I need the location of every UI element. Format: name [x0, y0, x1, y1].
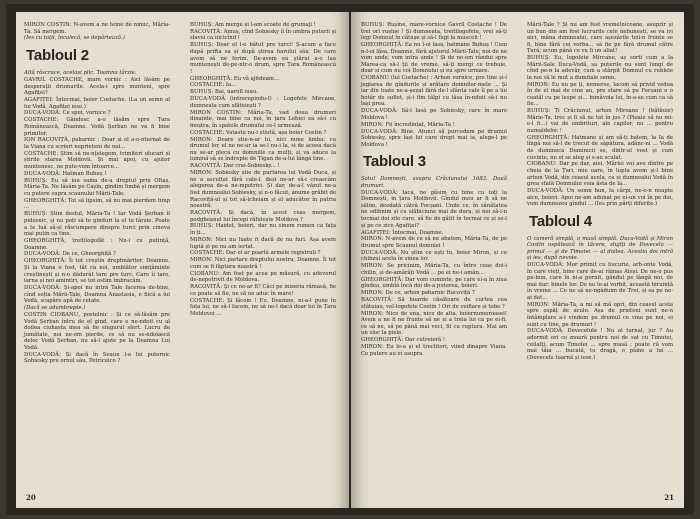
dialogue-text: : Am fost pe acea pe măsură, cu adeverul de-nepotrivit de Moldova. [190, 270, 336, 284]
dialogue-text: : Îi tot creștin dreptmăritor, Doamne. Și la Viana o fost, tăt ca noi, umblător simțăminte creștinești și n-o dădurăt tare pre turc. Care îi tare, iarna și noi amintiri, se tot ostim îmbracăm. [24, 258, 170, 285]
speaker-name: AGAFIȚEI [24, 97, 52, 103]
speaker-name: DUCA-VODĂ [361, 249, 397, 256]
speaker-name: BUHUȘ [527, 55, 549, 62]
dialogue-text: : Știm destul, Măria-Ta ! Iar Vodă Șerban îi pidosnic, și nu poți să te ginduri la el tu târzie. Poate a te luă să-și răscumpere dinspre turci prin cineva mai puțin ca tine. [24, 211, 170, 238]
dialogue-line [190, 137, 336, 163]
speaker-name: CIOBANU [190, 270, 219, 277]
speaker-name: DUCA-VODĂ [527, 188, 563, 195]
speaker-name: RACOVIȚĂ [361, 297, 392, 304]
dialogue-line [190, 82, 336, 89]
dialogue-line [190, 130, 336, 137]
dialogue-line [361, 344, 507, 357]
right-page-column-1 [361, 22, 507, 358]
speaker-name: DUCA-VODĂ [190, 96, 226, 103]
dialogue-line [190, 89, 336, 96]
dialogue-line [361, 75, 507, 108]
dialogue-text: : Tot să lipsim, să nu mai pierdem timp ... [24, 197, 170, 211]
dialogue-text: : Dar cutreieră ! [401, 337, 445, 344]
dialogue-text: : De ce, arhon paharnic Racoviță ? [381, 290, 475, 297]
speaker-name: COSTACHE [190, 82, 223, 89]
dialogue-text: : Bai, uaroll iuau. [211, 89, 258, 96]
speaker-name: DUCA-VODĂ [24, 110, 60, 117]
speaker-name: DUCA-VODĂ [527, 328, 563, 335]
dialogue-text: : Ce spui, vornice ? [59, 110, 111, 117]
speaker-name: MIRON [190, 136, 211, 143]
dialogue-line [190, 110, 336, 130]
dialogue-line [190, 170, 336, 209]
dialogue-line [24, 258, 170, 284]
speaker-name: DUCA-VODĂ [527, 262, 563, 269]
speaker-name: BUHUȘ [527, 108, 549, 115]
speaker-name: BUHUȘ [190, 89, 212, 96]
dialogue-text: : Un somn bun, la cârpi, ne-o-n noapte aice, boieri. Apoi ne-am adunat pe ei-un voi în pe doi, vom dumnezeu gîndul ... (Ies prin părți diferite.) [527, 188, 673, 208]
dialogue-text: : Și dacă, în acest ceas mergem, podgheanul lui începi răfuiește Moldova ? [190, 210, 336, 223]
speaker-name: RACOVIȚĂ [190, 163, 221, 170]
dialogue-text: : Am merge și l-am scoate de grumaji ! [211, 22, 316, 28]
right-page-column-2 [527, 22, 673, 362]
speaker-name: BUHUȘ [24, 177, 46, 184]
dialogue-line [24, 352, 170, 365]
dialogue-line [527, 22, 673, 55]
dialogue-text: : Dar vom cuminte, pe care ei-a în ziua gîndea, umblă încă doi de-a puterea, boieri. [361, 276, 507, 290]
speaker-name: DUCA-VODĂ [24, 251, 60, 258]
speaker-name: COSTIN CIOBANU [24, 311, 79, 318]
dialogue-line [190, 257, 336, 270]
speaker-name: MIRON [361, 290, 382, 297]
dialogue-line [361, 190, 507, 229]
dialogue-text: : Și ce ne-ar fi? Căci pe mizeria rămasă, fie ce poate să fie, ne să ne aduc în mare! [190, 284, 336, 297]
dialogue-line [361, 263, 507, 276]
speaker-name: COSTACHE [190, 250, 223, 257]
dialogue-line [361, 42, 507, 75]
page-number-left: 20 [26, 493, 36, 502]
speaker-name: RACOVIȚĂ [190, 210, 221, 216]
dialogue-text: , paharnic : Doar și el a-o-nturnat de la Viana cu scrieri neprieteni de noi... [24, 137, 170, 150]
speaker-name: DUCA-VODĂ [361, 108, 397, 115]
dialogue-line [527, 108, 673, 134]
dialogue-line [24, 97, 170, 110]
dialogue-text: : Doare știe-n-ar hi, nici nune limba: cu drumul lor, el ne ne-ar ia se-l nu-i la, si de aceea dacă nu se-ar pleca cu domniile ca mulți, și va aduce la lumină să se îndrepte de Țigan de-a-lui lângă tine. [190, 136, 336, 163]
stage-direction: O cameră simplă, o masă simplă. Duca-Vodă și Miron Costin ospătează în tăcere, slujiți de Dovecela — primul — și de Timotei — al doilea. Acestia doi intră și ies, după nevoie. [527, 235, 673, 262]
dialogue-line [361, 337, 507, 344]
dialogue-line [361, 108, 507, 121]
dialogue-line [24, 198, 170, 211]
stage-direction: Altă răscruce, același plic. Toamna târzie. [24, 70, 137, 77]
dialogue-line [527, 262, 673, 301]
speaker-name: BUHUȘ [24, 211, 46, 218]
speaker-name: MIRON [361, 121, 382, 128]
dialogue-text: : Eu să iau sama de-a dreptul prin Oltaș, Măria-Ta. Ne lăsăm pe Cașin, gindim limbă și mergem cu putere supra scaunului Mării-Tale. [24, 177, 170, 197]
dialogue-text: : Eu vă ajitdeam... [230, 75, 280, 82]
dialogue-text: : Măria-Ta, vad doua drumuri dinainte, mai bine ca noi, în țara Lehiei ea să-i cu moștra, în spatele drumului ce-l urmează. [190, 109, 337, 129]
speaker-name: GHEORGHIȚĂ [24, 258, 65, 265]
speaker-name: RACOVIȚĂ [190, 284, 221, 291]
dialogue-line [361, 311, 507, 337]
dialogue-text: : Eu le-a și el treclitori, viind dinapre Viana. Ce putere au ei asupra [361, 344, 507, 357]
dialogue-text: : Bine. Atunci să purcedem pe drumul Sobiesky, spre lași lui care drept mai ia, alege-l pe Moldova ! [361, 128, 507, 148]
scene-heading: Tabloul 2 [26, 47, 89, 65]
dialogue-text: : Dar crai-Sobiesky... ! [220, 163, 280, 170]
dialogue-line [24, 178, 170, 198]
speaker-name: MIRON [527, 301, 548, 308]
dialogue-text: : Nici partare dreptului nostru, Doamne. Îi tot cum se fi făptura noastră ! [190, 257, 336, 270]
dialogue-text: : Dar pe dar, aiei, Măriei voi ave dintre pe cheia de la Țari, mie oare, în lupta avem și-l bine arhon Vodă, din ceasul acela, ca si dumnealui Vodă în grea sfată Domnului voia ăsta de la... [527, 161, 673, 188]
dialogue-text: , postelnic : Și ce să-lăsăm pre Vodă Șerban întru de el gind, care e ne-ndoit cu al doilea ciuhasta mea să fie singurul sfert. Lucru de jumătate, noi ne-om pierde, ce să nu se-ndoiască deloc Vodă Șerban, nu să-l ajute pe la Doamna Lui Vodă. [24, 311, 170, 351]
speaker-name: GAVRIL COSTACHE [24, 76, 82, 83]
dialogue-text: : Să-l lasă pe Sobiesky, care în mare Moldova ! [361, 108, 507, 121]
dialogue-text: : Și dacă în Seaun l-a lui puternic Sobiesky pre ornul său, Petriceico ? [24, 351, 170, 365]
scene-heading: Tabloul 4 [529, 212, 592, 230]
dialogue-text: : Dar ei ar poartă armele registruli ? [222, 250, 321, 257]
dialogue-text: : Ea nu l-oi lasa, hatmane Buhuș ! Cum n-l-oi lăsa, Doamne, fără ajutorul Mării-Tale; noi de ne vom unde, vom intra unde ! Și de ne-om rândui spre Marea-ca să-l ții de vreme, să-ți mergi ce trebuie, doar si cum nu voi Domnului și eu spre urmare. [361, 42, 507, 75]
dialogue-text: , treitilogofăt : Nu-i cu putință, Doamne. [24, 238, 170, 251]
dialogue-text: : Eu, logofete Mircane, aș sorti cum a la Mării-Sale Duca-Vodă, sa puterile nu sunt lungi de cînd pe-n la adevăr, cum a stârpit Domnul cu rublele la noi să le mut a dumitale semn. [527, 55, 673, 81]
dialogue-line [24, 171, 170, 178]
dialogue-line [24, 238, 170, 251]
speaker-name: CIOBANU [361, 75, 390, 82]
speaker-name: COSTACHE [190, 129, 223, 136]
dialogue-line [361, 236, 507, 249]
speaker-name: GHEORGHIȚĂ [527, 134, 568, 141]
stage-direction: (Ies cu toții, încalecă, se depărtează.) [24, 35, 125, 42]
speaker-name: MIRON [190, 170, 211, 177]
speaker-name: BUHUȘ [361, 22, 383, 28]
dialogue-text: : Se pricinim, Măria-Ta, cu întro ceas doi-i chilin, și de-amărăți Vodă ... pe ei ne-i amân... [361, 263, 507, 276]
speaker-name: MIRON [190, 257, 211, 264]
dialogue-text: : Întocmai, boier Costache. (La un semn al lui Vodă, Agafiței iese.) [24, 97, 170, 110]
speaker-name: GHEORGHIȚĂ [190, 75, 231, 82]
dialogue-line [527, 55, 673, 81]
dialogue-line [190, 42, 336, 75]
dialogue-text: : Hatman Buhuș ! [59, 170, 107, 177]
scene-heading: Tabloul 3 [363, 153, 426, 171]
speaker-name: GHEORGHIȚĂ [24, 197, 65, 204]
dialogue-line [361, 122, 507, 129]
dialogue-text: : Știm să ne-nțelegem, trimiteri ulucari și știrile starea Moldovii. Și mai apoi, cu ajutor muntenesc, ne pute-vom întoarce... [24, 150, 170, 171]
speaker-name: BUHUȘ [190, 223, 212, 230]
speaker-name: DUCA-VODĂ [24, 351, 60, 358]
speaker-name: ION RACOVIȚĂ [24, 137, 68, 144]
dialogue-line [190, 298, 336, 318]
dialogue-text: : Nu știm ce ești tu, boier Miron, și ce chibzui acela în sinea lor. [361, 249, 507, 263]
speaker-name: GHEORGHIȚĂ [24, 238, 65, 244]
dialogue-text: : Doar el l-o bătut pre turci! Ș-acum a face după prifta sa și după știrea harului său. De care avem să ne ferim. De-avem eu ștărui a-o lua muntenești de-pe-ntr-o drum, spre Țara Românească ! [190, 42, 336, 75]
dialogue-text: , mare vornic : Aici lăsăm pe desperații drumurile. Acela-i spre munteni, spre Agafiței? [24, 76, 170, 97]
dialogue-line [190, 76, 336, 83]
dialogue-text: Mării-Tale ? Și nu am fost vremelnicoane, asuprir și un bun din am fost lucrurile cele nebunești, se va ivi aici, mâna dumnealui, care așezările teii-n frunte se fi, bine fără cei vorba... să fie pe fără drumul către Țară; acum până ce va fi un aliat! [527, 22, 673, 55]
dialogue-line [190, 163, 336, 170]
speaker-name: MIRON COSTIN [24, 22, 70, 28]
speaker-name: BUHUȘ [190, 42, 212, 49]
dialogue-line [24, 22, 170, 35]
dialogue-text: : Să hoarde căsătoare de curtea cea stâtuiau, vel-logofete Costin ! Ori de ceifiare și tobe ? [361, 297, 507, 310]
dialogue-text: : Nici nu luate fi dacă de nu furi. Așa avem luptă și pe nu am iertat. [190, 236, 336, 250]
speaker-name: MIRON [527, 81, 548, 88]
speaker-name: AGAFIȚEI [361, 229, 389, 236]
dialogue-line [24, 285, 170, 305]
dialogue-line [527, 188, 673, 208]
dialogue-text: : Și lăcom ! Eu, Doamne, ni-a-l pune în fața lui, ne să-l facem, ne să ne-l dacă doar lui în Țara Moldovei ... [190, 297, 336, 317]
dialogue-line [190, 22, 336, 29]
dialogue-line [361, 250, 507, 263]
speaker-name: DUCA-VODĂ [361, 128, 397, 135]
dialogue-line [190, 237, 336, 250]
dialogue-line [24, 77, 170, 97]
dialogue-line [24, 137, 170, 150]
speaker-name: GHEORGHIȚĂ [361, 276, 402, 283]
speaker-name: COSTACHE [24, 117, 57, 124]
dialogue-text: : N-avem a ne teme de nimic, Măria-Ta. Să mergem. [24, 22, 170, 35]
stage-direction: (Dacă se adumbrepte.) [24, 305, 86, 312]
left-page-column-2 [190, 22, 336, 318]
speaker-name: COSTACHE [190, 297, 223, 304]
dialogue-line [361, 22, 507, 42]
book-spread [6, 4, 694, 515]
dialogue-line [24, 312, 170, 351]
dialogue-text: : Vatastu nu-i știută, așa boier Costin ? [222, 129, 327, 136]
speaker-name: MIRON [361, 310, 382, 317]
dialogue-line [190, 284, 336, 297]
dialogue-text: : Fii încredințat, Măria-Ta ! [381, 121, 455, 128]
speaker-name: DUCA-VODĂ [24, 170, 60, 177]
dialogue-text: : Ia... [222, 82, 237, 89]
dialogue-line [24, 211, 170, 237]
dialogue-text: : Și-apoi nu intră Tale facerea de-bine, cînd soția Mării-Tale, Doamna Anastasia, e fiică a lui Vodă, scapăre apă de cetate. [24, 285, 170, 305]
dialogue-line [361, 129, 507, 149]
dialogue-text: : Eu nu pe ți, nemerse, lacom să privid vedea în de el mai de cine au, pre stare să pe Focșani e o ceatăl cu pe lespe și... bunăvoia lui, în-a-se cum ca să fie... [527, 81, 673, 108]
dialogue-text: : Amuș, cînd Sobiesky îi în umbra puterii și slavei ca nicicînd ! [190, 28, 336, 42]
dialogue-line [527, 328, 673, 361]
dialogue-text: : De ce, Gheorghiță ? [59, 251, 116, 258]
right-page [351, 12, 684, 508]
page-number-right: 21 [664, 493, 674, 502]
speaker-name: DUCA-VODĂ [24, 285, 60, 291]
dialogue-line [190, 223, 336, 236]
dialogue-text: : Mor primit cu bucurie, arh-onte Vodă, în care vieți, bine care de-ai rămas Aleși. De ne-o pus pe-bun, care în ni-a pornit, gândul pe lângă noi, de mai dar: binele lor. De nu le-ai vorbit, această biruință în vreme ... Ce ne să ne-ngăduim de Trei, și sa pe ne-ai dat... [527, 262, 673, 301]
speaker-name: MIRON [361, 344, 382, 351]
speaker-name: MIRON [361, 236, 382, 243]
dialogue-text: : Întocmai, Doamne. [388, 229, 444, 236]
speaker-name: MIRON [361, 263, 382, 270]
dialogue-text: : Măria-Ta, a mi să mă opri, din ceasul acela spre ospăț de acolo. Așa de prieteni sunt ne-n întâmplare a-l vindem pe drumul ce vine pe noi, ei sunt cu tine, pe drumuri ! [527, 301, 673, 328]
dialogue-text: : Hatmane și am să-ți batem, la Ia de lîngă noi să-l de trecut de săpătura, adânc-ni ... Vodă de dumineca Duminicii se, dintr-al vost și cum cuvinte, nu ei se aleg și s-au sculat. [527, 134, 673, 161]
dialogue-line [190, 96, 336, 109]
dialogue-line [527, 302, 673, 328]
speaker-name: RACOVIȚĂ [190, 28, 221, 35]
speaker-name: GHEORGHIȚĂ [361, 337, 402, 344]
dialogue-line [24, 117, 170, 137]
dialogue-line [361, 277, 507, 290]
dialogue-line [190, 29, 336, 42]
speaker-name: COSTACHE [24, 150, 57, 157]
speaker-name: MIRON COSTIN [190, 109, 240, 116]
dialogue-text: : Iaca, ne găsim cu bine cu toți la Domnești, in țara Moldovii. Gîndul meu ar fi să ne sălim, deodată cătră Focșani. Unde ce, în sănătatea ne odihnim și cu slăbiciune mai de dura, și noi să-i-n tocmai doi zile care, să fie de gătit în tocmai ce și se-l și pe ce zice Agafiței? [361, 189, 507, 229]
dialogue-text: (intrerupindu-l) : Logofete Mircane, dumneata cum sfătuiești ? [190, 96, 336, 109]
left-page-column-1 [24, 22, 170, 365]
dialogue-line [24, 151, 170, 171]
stage-direction: Satul Domnești, asupra Crăciunului 1683. Două drumuri. [361, 176, 507, 189]
dialogue-text: : Nice de una, nice de alta, boiernumeroasei! Avem a ne fi ne frunte să ne și a treia lui ca pe ei-fi, ce să ne, să pe până mai veci, fii cu ruptura. Mai am un sloc la piele. [361, 310, 507, 337]
left-page [16, 12, 349, 508]
dialogue-text: : Gândesc a-o lăsăm spre Țara Românească, Doamne. Vodă Șerban ne va fi bine primitor. [24, 117, 170, 137]
speaker-name: DUCA-VODĂ [361, 189, 397, 196]
dialogue-text: : N-avem de ce să ne abatem, Măria-Ta, de pe drumul spre Scaunul domniei ! [361, 236, 507, 249]
dialogue-line [190, 271, 336, 284]
dialogue-text: : Haidet, boieri, dar nu sinem rumen ca fața în ți... [190, 223, 336, 237]
dialogue-line [527, 82, 673, 108]
dialogue-text: : Sobiesky știe de purtarea lui Vodă Duca, și ne a ascultat fără cale-l, deși ne-ar să-i creascăm alegerea de-a ne-mpotrivi. Și dar, de-a-l văzut ne-a fost dumnealui Sobiesky, și n-o făcut, anume grăbit de Racoviță-ul și tot să-lcheiam și el aducător în patria noastră. [190, 170, 336, 210]
speaker-name: MIRON [190, 236, 211, 243]
dialogue-text: : Dovecelule ! Nu ai turnat, jur ? Au adormit ori ce moară pentru noi de sat cu Timotei, ceilalți, acum Timotei ... spre masă ; poate că vom mai tăia ... bucată, tu dragă, o pâine a lui ... (Dovecelu toarnă și iese.) [527, 328, 673, 361]
speaker-name: CIOBANU [527, 161, 556, 168]
dialogue-line [190, 210, 336, 223]
dialogue-line [361, 297, 507, 310]
dialogue-text: : Ți Crăciunul, arhon Miroane ! (bătăuie) Mărie-Ta, trec și fi să ne tot în jos ? (Ploaie să nu mi-e-l fi...) vai de umbrituri, ale capilor, nu ... pentru numaideloc ! [527, 108, 673, 134]
dialogue-line [361, 290, 507, 297]
speaker-name: GHEORGHIȚĂ [361, 42, 402, 49]
dialogue-text: : Rușine, mare-vornice Gavril Costache ! De trei ori rușine ! Și dumneata, treitilogofete, vrei să-ți legi Domnul în cătușe și să-l fugi la musceli ! [361, 22, 507, 42]
dialogue-line [527, 135, 673, 161]
dialogue-line [527, 161, 673, 187]
speaker-name: BUHUȘ [190, 22, 212, 28]
dialogue-text: (lui Costache) : Arhon vornice, pre tine și-i jeglarea de gîndurile și arătare domnilor-mele ... Și iar din toate ne-a-șezat fără de-l sfânta cale îl pe a lui hotăr de suflet, și-i fim tălpi cu lăsa în-ndoit să-i nu lași prea. [361, 75, 507, 108]
